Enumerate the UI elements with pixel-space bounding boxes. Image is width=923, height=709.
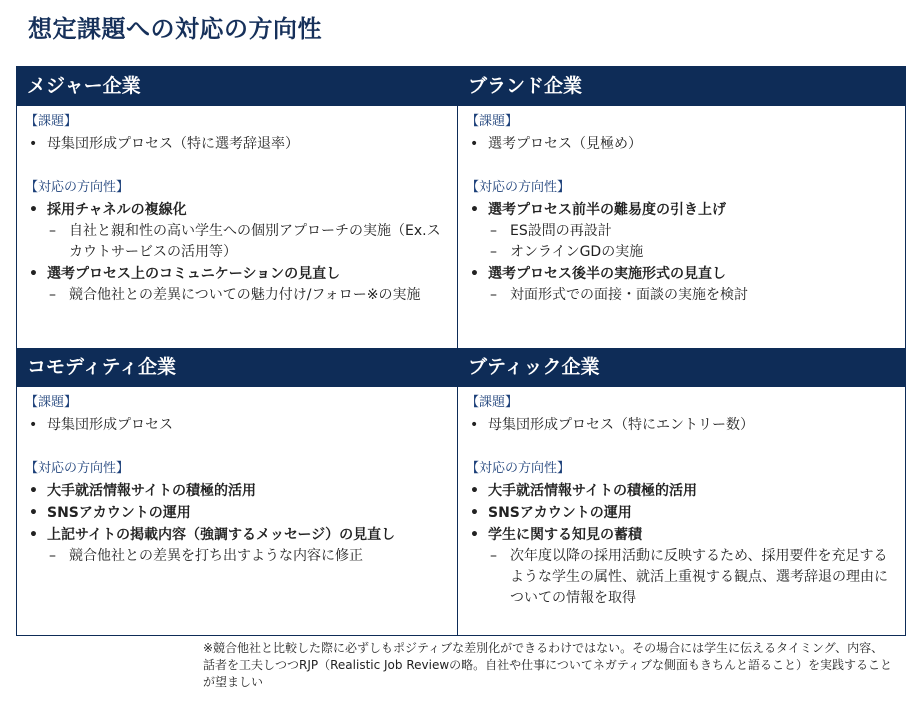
dash-icon: – <box>490 223 497 239</box>
issue-text: 母集団形成プロセス（特に選考辞退率） <box>47 136 299 152</box>
issue-item <box>466 133 897 155</box>
direction-text: 大手就活情報サイトの積極的活用 <box>47 483 257 499</box>
dash-icon: – <box>490 287 497 303</box>
cell-body <box>458 387 905 609</box>
direction-text: 採用チャネルの複線化 <box>47 202 187 218</box>
direction-text: 選考プロセス後半の実施形式の見直し <box>488 266 726 282</box>
direction-subitem <box>466 546 897 609</box>
bullet-icon: • <box>29 505 38 521</box>
direction-subitem <box>466 221 897 242</box>
bullet-icon: • <box>29 266 38 282</box>
cell-commodity <box>17 348 458 635</box>
direction-label: 【対応の方向性】 <box>25 180 130 195</box>
direction-text: 選考プロセス前半の難易度の引き上げ <box>488 202 726 218</box>
issue-label: 【課題】 <box>466 395 519 410</box>
direction-item <box>466 524 897 546</box>
issue-label: 【課題】 <box>25 114 78 129</box>
cell-body <box>17 387 457 567</box>
page-title: 想定課題への対応の方向性 <box>28 15 322 43</box>
bullet-icon: • <box>470 136 479 152</box>
bullet-icon: • <box>470 202 479 218</box>
cell-header: ブランド企業 <box>458 67 905 106</box>
dash-icon: – <box>490 244 497 260</box>
spacer <box>25 155 449 177</box>
direction-subitem <box>25 221 449 263</box>
dash-icon: – <box>49 548 56 564</box>
bullet-icon: • <box>470 527 479 543</box>
cell-header: メジャー企業 <box>17 67 457 106</box>
issue-text: 母集団形成プロセス <box>47 417 173 433</box>
bullet-icon: • <box>29 527 38 543</box>
direction-item <box>25 502 449 524</box>
quadrant-grid <box>16 66 906 636</box>
direction-label: 【対応の方向性】 <box>25 461 130 476</box>
direction-subitem <box>25 285 449 306</box>
direction-subitem <box>466 242 897 263</box>
issue-item <box>25 133 449 155</box>
direction-item <box>25 263 449 285</box>
direction-text: SNSアカウントの運用 <box>488 505 632 521</box>
issue-text: 選考プロセス（見極め） <box>488 136 642 152</box>
dash-icon: – <box>49 223 56 239</box>
issue-text: 母集団形成プロセス（特にエントリー数） <box>488 417 754 433</box>
subitem-text: オンラインGDの実施 <box>510 244 644 260</box>
direction-item <box>466 502 897 524</box>
direction-subitem <box>25 546 449 567</box>
subitem-text: 競合他社との差異を打ち出すような内容に修正 <box>69 548 363 564</box>
direction-item <box>466 263 897 285</box>
cell-boutique <box>458 348 905 635</box>
issue-item <box>466 414 897 436</box>
bullet-icon: • <box>470 266 479 282</box>
direction-label: 【対応の方向性】 <box>466 461 571 476</box>
direction-subitem <box>466 285 897 306</box>
subitem-text: 次年度以降の採用活動に反映するため、採用要件を充足するような学生の属性、就活上重視する観点、選考辞退の理由についての情報を取得 <box>510 548 888 606</box>
cell-header: コモディティ企業 <box>17 348 457 387</box>
direction-item <box>466 199 897 221</box>
cell-body <box>458 106 905 306</box>
bullet-icon: • <box>470 483 479 499</box>
dash-icon: – <box>490 548 497 564</box>
direction-text: SNSアカウントの運用 <box>47 505 191 521</box>
direction-item <box>25 480 449 502</box>
cell-header: ブティック企業 <box>458 348 905 387</box>
subitem-text: 自社と親和性の高い学生への個別アプローチの実施（Ex.スカウトサービスの活用等） <box>69 223 441 260</box>
footnote: ※競合他社と比較した際に必ずしもポジティブな差別化ができるわけではない。その場合には学生に伝えるタイミング、内容、話者を工夫しつつRJP（Realistic Job Reviewの略。自社や仕事についてネガティブな側面もきちんと語ること）を実践することが望ましい <box>203 641 892 689</box>
cell-brand <box>458 67 905 348</box>
subitem-text: ES設問の再設計 <box>510 223 612 239</box>
issue-label: 【課題】 <box>25 395 78 410</box>
issue-label: 【課題】 <box>466 114 519 129</box>
direction-text: 選考プロセス上のコミュニケーションの見直し <box>47 266 341 282</box>
issue-item <box>25 414 449 436</box>
direction-label: 【対応の方向性】 <box>466 180 571 195</box>
direction-item <box>25 199 449 221</box>
direction-text: 上記サイトの掲載内容（強調するメッセージ）の見直し <box>47 527 396 543</box>
cell-major <box>17 67 458 348</box>
direction-item <box>25 524 449 546</box>
bullet-icon: • <box>29 417 38 433</box>
direction-text: 大手就活情報サイトの積極的活用 <box>488 483 698 499</box>
spacer <box>466 155 897 177</box>
bullet-icon: • <box>29 202 38 218</box>
spacer <box>466 436 897 458</box>
subitem-text: 競合他社との差異についての魅力付け/フォロー※の実施 <box>69 287 421 303</box>
direction-item <box>466 480 897 502</box>
bullet-icon: • <box>470 417 479 433</box>
dash-icon: – <box>49 287 56 303</box>
bullet-icon: • <box>470 505 479 521</box>
cell-body <box>17 106 457 306</box>
spacer <box>25 436 449 458</box>
subitem-text: 対面形式での面接・面談の実施を検討 <box>510 287 748 303</box>
bullet-icon: • <box>29 136 38 152</box>
direction-text: 学生に関する知見の蓄積 <box>488 527 642 543</box>
bullet-icon: • <box>29 483 38 499</box>
